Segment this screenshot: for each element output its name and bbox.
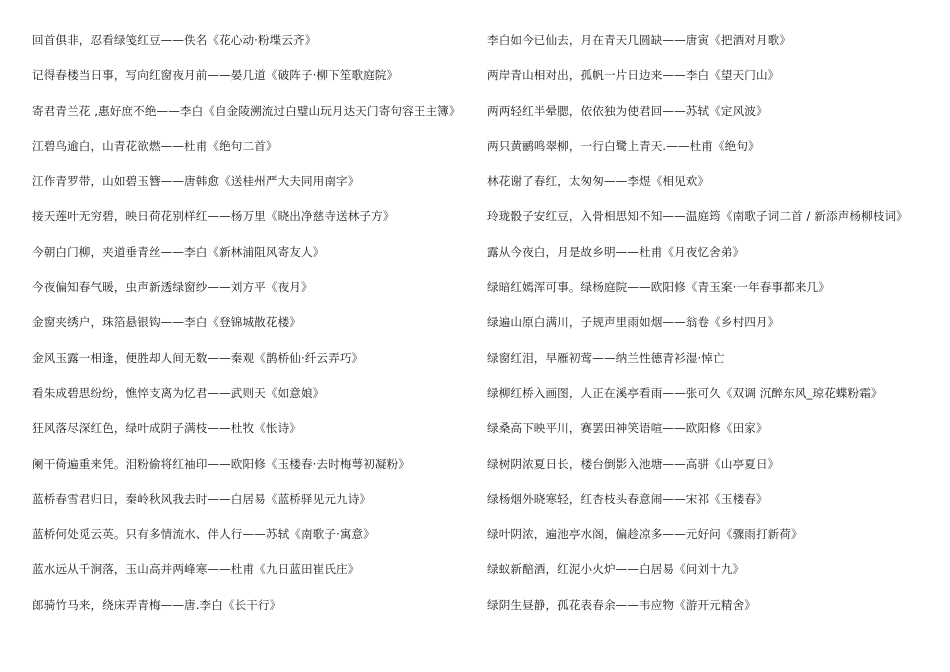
left-poem-line: 今朝白门柳，夹道垂青丝——李白《新林浦阻风寄友人》 bbox=[32, 244, 325, 259]
left-poem-line: 阑干倚遍重来凭。泪粉偷将红袖印——欧阳修《玉楼春·去时梅萼初凝粉》 bbox=[32, 456, 410, 471]
left-poem-line: 狂风落尽深红色，绿叶成阴子满枝——杜牧《怅诗》 bbox=[32, 421, 301, 436]
right-poem-line: 两只黄鹂鸣翠柳，一行白鹭上青天.——杜甫《绝句》 bbox=[487, 138, 760, 153]
right-poem-line: 绿杨烟外晓寒轻，红杏枝头春意闹——宋祁《玉楼春》 bbox=[487, 491, 768, 506]
left-poem-line: 蓝桥何处觅云英。只有多情流水、伴人行——苏轼《南歌子·寓意》 bbox=[32, 527, 375, 542]
left-poem-line: 接天莲叶无穷碧，映日荷花别样红——杨万里《晓出净慈寺送林子方》 bbox=[32, 209, 395, 224]
left-poem-line: 今夜偏知春气暖，虫声新透绿窗纱——刘方平《夜月》 bbox=[32, 280, 313, 295]
left-poem-line: 蓝桥春雪君归日，秦岭秋风我去时——白居易《蓝桥驿见元九诗》 bbox=[32, 491, 372, 506]
left-poem-line: 记得春楼当日事，写向红窗夜月前——晏几道《破阵子·柳下笙歌庭院》 bbox=[32, 68, 399, 83]
right-poem-line: 绿暗红嫣浑可事。绿杨庭院——欧阳修《青玉案·一年春事都来几》 bbox=[487, 280, 830, 295]
right-poem-line: 绿遍山原白满川，子规声里雨如烟——翁卷《乡村四月》 bbox=[487, 315, 780, 330]
right-poem-line: 露从今夜白，月是故乡明——杜甫《月夜忆舍弟》 bbox=[487, 244, 745, 259]
left-poem-line: 金窗夹绣户，珠箔悬银钩——李白《登锦城散花楼》 bbox=[32, 315, 301, 330]
left-poem-line: 看朱成碧思纷纷，憔悴支离为忆君——武则天《如意娘》 bbox=[32, 385, 325, 400]
left-poem-line: 蓝水远从千涧落，玉山高并两峰寒——杜甫《九日蓝田崔氏庄》 bbox=[32, 562, 360, 577]
right-column bbox=[487, 31, 927, 631]
right-poem-line: 绿窗红泪，早雁初莺——纳兰性德青衫湿·悼亡 bbox=[487, 350, 725, 365]
left-poem-line: 寄君青兰花 ,惠好庶不绝——李白《自金陵溯流过白璧山玩月达天门寄句容王主簿》 bbox=[32, 103, 461, 118]
right-poem-line: 林花谢了春红，太匆匆——李煜《相见欢》 bbox=[487, 174, 710, 189]
left-poem-line: 金风玉露一相逢，便胜却人间无数——秦观《鹊桥仙·纤云弄巧》 bbox=[32, 350, 364, 365]
right-poem-line: 绿阴生昼静，孤花表春余——韦应物《游开元精舍》 bbox=[487, 597, 756, 612]
left-poem-line: 回首俱非，忍看绿笺红豆——佚名《花心动·粉堞云齐》 bbox=[32, 33, 317, 47]
right-poem-line: 两两轻红半晕腮，依依独为使君回——苏轼《定风波》 bbox=[487, 103, 768, 118]
right-poem-line: 绿树阴浓夏日长，楼台倒影入池塘——高骈《山亭夏日》 bbox=[487, 456, 780, 471]
right-poem-line: 玲珑骰子安红豆，入骨相思知不知——温庭筠《南歌子词二首 / 新添声杨柳枝词》 bbox=[487, 209, 908, 224]
left-column bbox=[32, 31, 472, 631]
right-poem-line: 两岸青山相对出，孤帆一片日边来——李白《望天门山》 bbox=[487, 68, 780, 83]
right-poem-line: 绿蚁新醅酒，红泥小火炉——白居易《问刘十九》 bbox=[487, 562, 745, 577]
left-poem-line: 郎骑竹马来，绕床弄青梅——唐.李白《长干行》 bbox=[32, 597, 282, 612]
left-poem-line: 江碧鸟逾白，山青花欲燃——杜甫《绝句二首》 bbox=[32, 138, 278, 153]
left-poem-line: 江作青罗带，山如碧玉簪——唐韩愈《送桂州严大夫同用南字》 bbox=[32, 174, 360, 189]
right-poem-line: 李白如今已仙去，月在青天几圆缺——唐寅《把酒对月歌》 bbox=[487, 33, 792, 47]
right-poem-line: 绿叶阴浓，遍池亭水阁，偏趁凉多——元好问《骤雨打新荷》 bbox=[487, 527, 803, 542]
right-poem-line: 绿柳红桥入画图，人正在溪亭看雨——张可久《双调 沉醉东风_琼花蝶粉霜》 bbox=[487, 385, 883, 400]
right-poem-line: 绿桑高下映平川，赛罢田神笑语喧——欧阳修《田家》 bbox=[487, 421, 768, 436]
